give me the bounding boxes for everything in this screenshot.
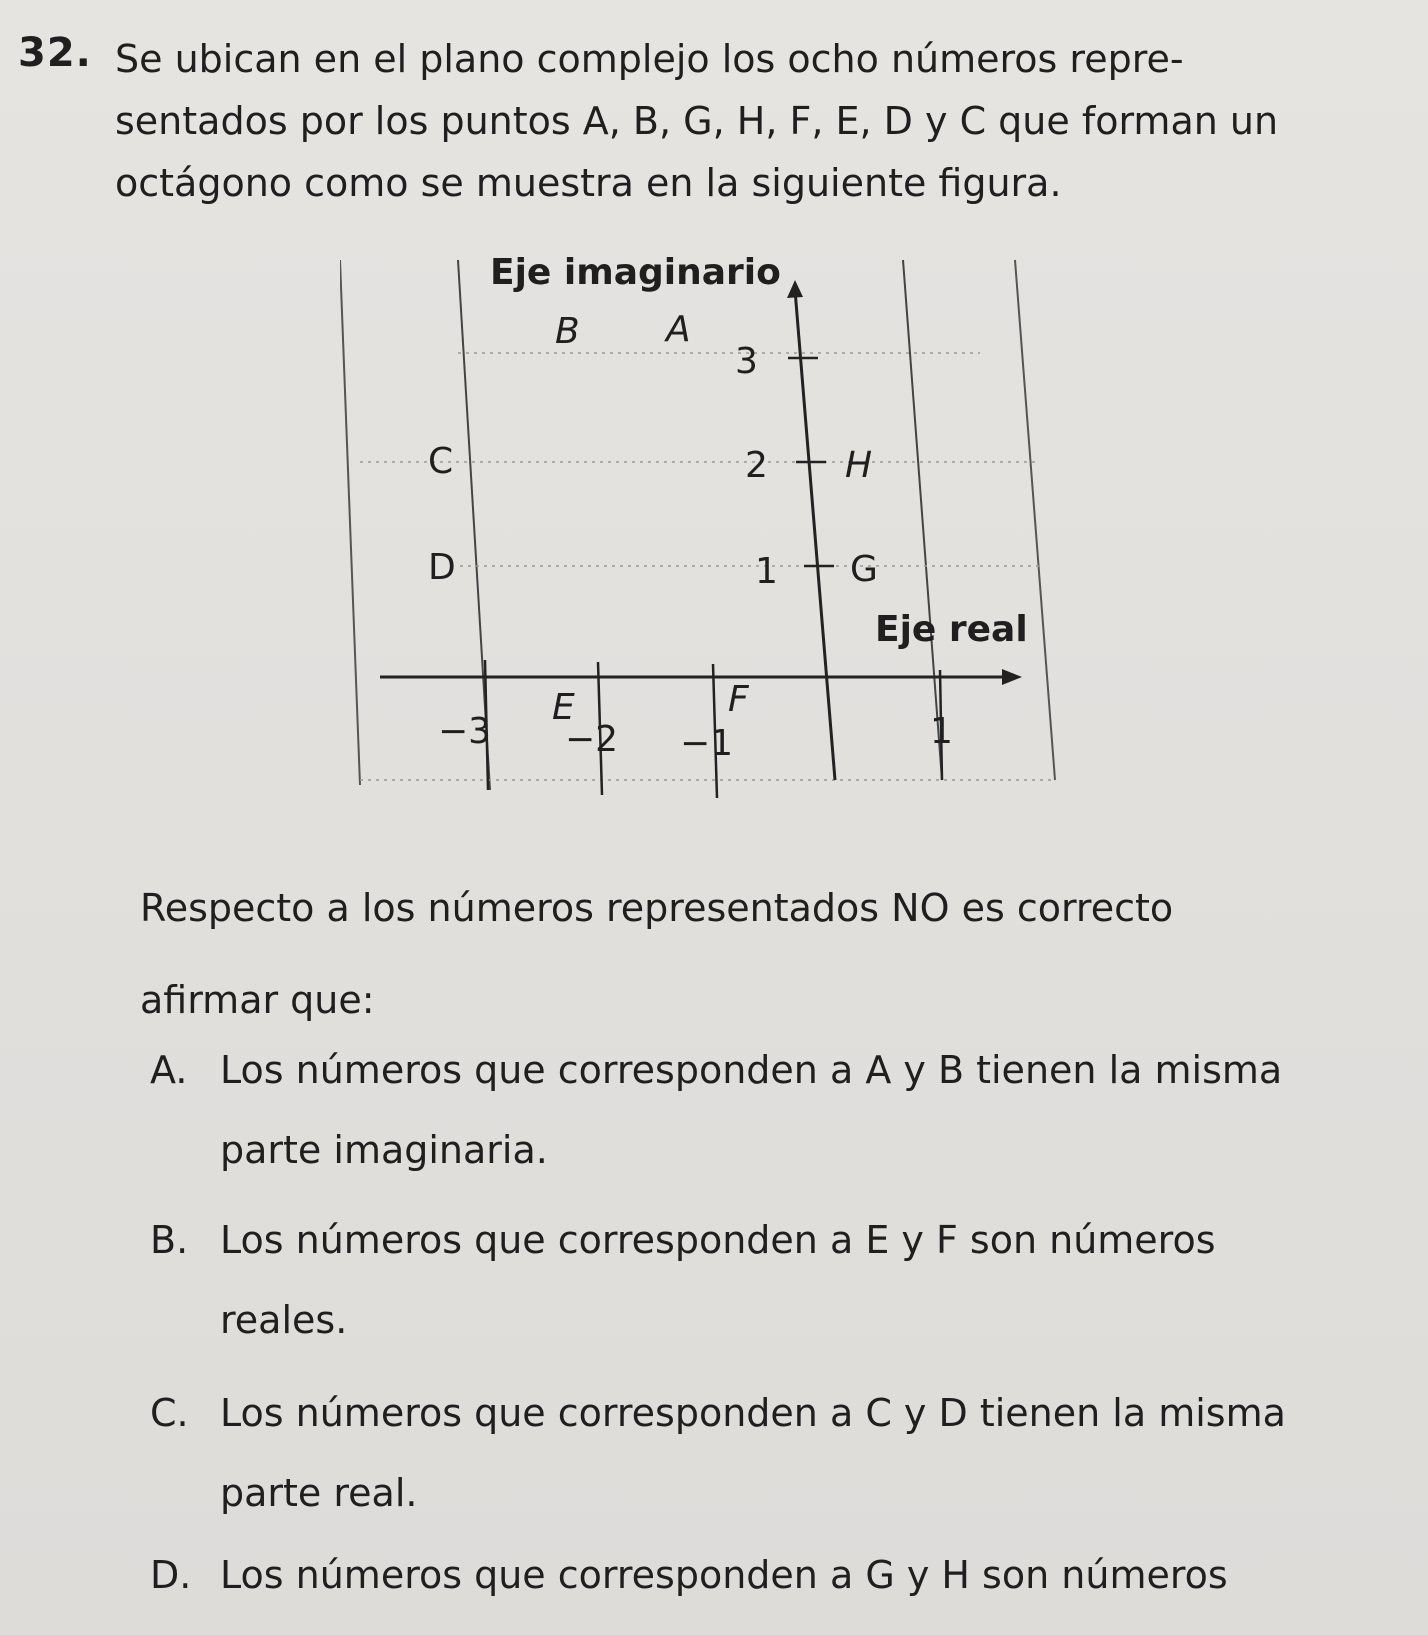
option-d-text-line1: Los números que corresponden a G y H son números bbox=[220, 1553, 1228, 1597]
imaginary-axis-line bbox=[795, 290, 835, 780]
option-b-text-line1: Los números que corresponden a E y F son números bbox=[220, 1218, 1216, 1262]
question-prompt bbox=[140, 862, 1360, 1046]
prompt-line-2: afirmar que: bbox=[140, 978, 375, 1022]
option-a-letter: A. bbox=[150, 1048, 188, 1092]
option-c-text-line1: Los números que corresponden a C y D tienen la misma bbox=[220, 1391, 1286, 1435]
point-label-g: G bbox=[850, 549, 878, 590]
stem-line-1: Se ubican en el plano complejo los ocho números repre- bbox=[115, 37, 1184, 81]
frame-right-line bbox=[1015, 260, 1055, 780]
option-a[interactable] bbox=[150, 1030, 1390, 1190]
real-axis-label: Eje real bbox=[875, 609, 1028, 650]
option-c-letter: C. bbox=[150, 1391, 189, 1435]
option-a-text-line2: parte imaginaria. bbox=[220, 1128, 548, 1172]
stem-line-2: sentados por los puntos A, B, G, H, F, E, D y C que forman un bbox=[115, 99, 1279, 143]
frame-left-line bbox=[340, 260, 360, 785]
stem-line-3: octágono como se muestra en la siguiente figura. bbox=[115, 161, 1062, 205]
point-label-e: E bbox=[552, 687, 575, 728]
option-c[interactable] bbox=[150, 1373, 1390, 1533]
real-tick-label-minus3: −3 bbox=[438, 711, 492, 752]
imag-tick-label-3: 3 bbox=[735, 341, 758, 382]
option-b-letter: B. bbox=[150, 1218, 189, 1262]
imaginary-axis-label: Eje imaginario bbox=[490, 252, 781, 293]
option-c-text-line2: parte real. bbox=[220, 1471, 418, 1515]
point-label-c: C bbox=[428, 441, 454, 482]
real-tick-label-minus1: −1 bbox=[680, 723, 734, 764]
question-stem bbox=[115, 28, 1279, 214]
imag-tick-label-1: 1 bbox=[755, 551, 778, 592]
option-b[interactable] bbox=[150, 1200, 1390, 1360]
imag-tick-label-2: 2 bbox=[745, 445, 768, 486]
imaginary-axis-arrow bbox=[787, 280, 803, 298]
real-tick-label-1: 1 bbox=[930, 711, 953, 752]
question-number: 32. bbox=[18, 30, 92, 76]
option-d-letter: D. bbox=[150, 1553, 192, 1597]
point-label-b: B bbox=[555, 311, 580, 352]
option-d[interactable] bbox=[150, 1535, 1390, 1615]
real-tick-label-minus2: −2 bbox=[565, 719, 619, 760]
guide-line-x-1 bbox=[903, 260, 942, 780]
complex-plane-figure bbox=[340, 250, 1120, 830]
point-label-f: F bbox=[728, 679, 749, 720]
point-label-a: A bbox=[666, 309, 691, 350]
option-a-text-line1: Los números que corresponden a A y B tienen la misma bbox=[220, 1048, 1283, 1092]
point-label-d: D bbox=[428, 547, 456, 588]
real-axis-arrow bbox=[1002, 669, 1022, 685]
option-b-text-line2: reales. bbox=[220, 1298, 348, 1342]
prompt-line-1: Respecto a los números representados NO es correcto bbox=[140, 886, 1174, 930]
point-label-h: H bbox=[845, 445, 873, 486]
